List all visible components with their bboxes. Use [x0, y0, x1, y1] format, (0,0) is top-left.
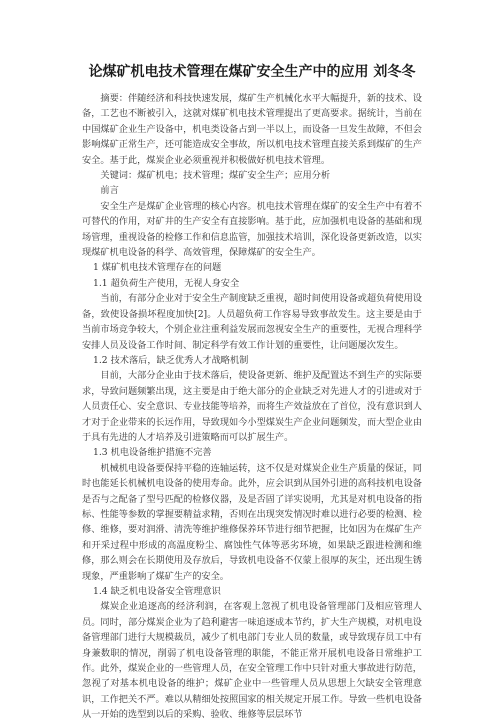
abstract-paragraph: 摘要：伴随经济和科技快速发展，煤矿生产机械化水平大幅提升，新的技术、设备，工艺也不断被引入，这就对煤矿机电技术管理提出了更高要求。据统计，当前在中国煤矿企业生产设备中，机电类设备占到一半以上，而设备一旦发生故障，不但会影响煤矿正常生产，还可能造成安全事故，所以机电技术管理直接关系到煤矿的生产安全。基于此，煤炭企业必须重视并积极做好机电技术管理。	[82, 93, 422, 166]
section-1-4-heading: 1.4 缺乏机电设备安全管理意识	[93, 586, 221, 597]
section-1-3-heading: 1.3 机电设备维护措施不完善	[93, 447, 212, 459]
section-1-3-paragraph: 机械机电设备要保持平稳的连轴运转，这不仅是对煤炭企业生产质量的保证，同时也能延长机械机电设备的使用寿命。此外，应会识到从国外引进的高科技机电设备是否与之配备了型号匹配的检修仪器，及是否固了详实说明，尤其是对机电设备的指标、性能等参数的掌握要精益求精，否则在出现突发情况时难以进行必要的检测、检修、维修，要对润滑、清洗等维护维修保养环节进行细节把握，比如因为在煤矿生产和开采过程中形成的高温度粉尘、腐蚀性气体等恶劣环境，如果缺乏跟进检测和维修，那么则会在长期使用及存放后，导致机电设备不仅蒙上很厚的灰尘，还出现生锈现象，严重影响了煤矿生产的安全。	[82, 462, 422, 582]
paper-title: 论煤矿机电技术管理在煤矿安全生产中的应用 刘冬冬	[88, 64, 416, 80]
section-1-2-paragraph: 目前，大部分企业由于技术落后，使设备更新、维护及配置达不到生产的实际要求，导致问题频繁出现，这主要是由于绝大部分的企业缺乏对先进人才的引进或对于人员责任心、安全意识、专业技能等培养，而将生产效益放在了首位，没有意识到人才对于企业带来的长远作用，导致现如今小型煤炭生产企业问题频发，而大型企业由于具有先进的人才培养及引进策略而可以扩展生产。	[82, 370, 422, 443]
preface-paragraph: 安全生产是煤矿企业管理的核心内容。机电技术管理在煤矿的安全生产中有着不可替代的作用，对矿井的生产安全有直接影响。基于此，应加强机电设备的基础和现场管理，重视设备的检修工作和信息监管，加强技术培训，深化设备更新改造，以实现煤矿机电设备的科学、高效管理，保障煤矿的安全生产。	[82, 200, 422, 259]
section-1-4-paragraph: 煤炭企业追逐高的经济利润，在客观上忽视了机电设备管理部门及相应管理人员。同时，部分煤炭企业为了趋利避害一味追逐成本节约，扩大生产规模，对机电设备管理部门进行大规模裁员，减少了机电部门专业人员的数量，或导致现存员工中有身兼数职的情况，削弱了机电设备管理的职能，不能正常开展机电设备日常维护工作。此外，煤炭企业的一些管理人员，在安全管理工作中只针对重大事故进行防范，忽视了对基本机电设备的维护；煤矿企业中一些管理人员从思想上欠缺安全管理意识，工作把关不严。难以从精细处按照国家的相关规定开展工作。导致一些机电设备从一开始的选型到以后的采购、验收、维修等层层环节	[82, 601, 422, 721]
section-1-2-heading: 1.2 技术落后，缺乏优秀人才战略机制	[93, 354, 249, 366]
keywords-line: 关键词：煤矿机电；技术管理；煤矿安全生产；应用分析	[100, 170, 331, 182]
section-1-1-heading: 1.1 超负荷生产使用，无视人身安全	[93, 277, 240, 289]
preface-heading: 前言	[100, 185, 119, 197]
section-1-heading: 1 煤矿机电技术管理存在的问题	[93, 262, 222, 274]
paper-page	[82, 62, 422, 723]
section-1-1-paragraph: 当前，有部分企业对于安全生产制度缺乏重视，超时间使用设备或超负荷使用设备，致使设备损坏程度加快[2]。人员超负荷工作容易导致事故发生。这主要是由于当前市场竞争较大，个别企业注重利益发展而忽视安全生产的重要性，无视合理科学安排人员及设备工作时间、制定科学有效工作计划的重要性，让问题屡次发生。	[82, 293, 422, 351]
